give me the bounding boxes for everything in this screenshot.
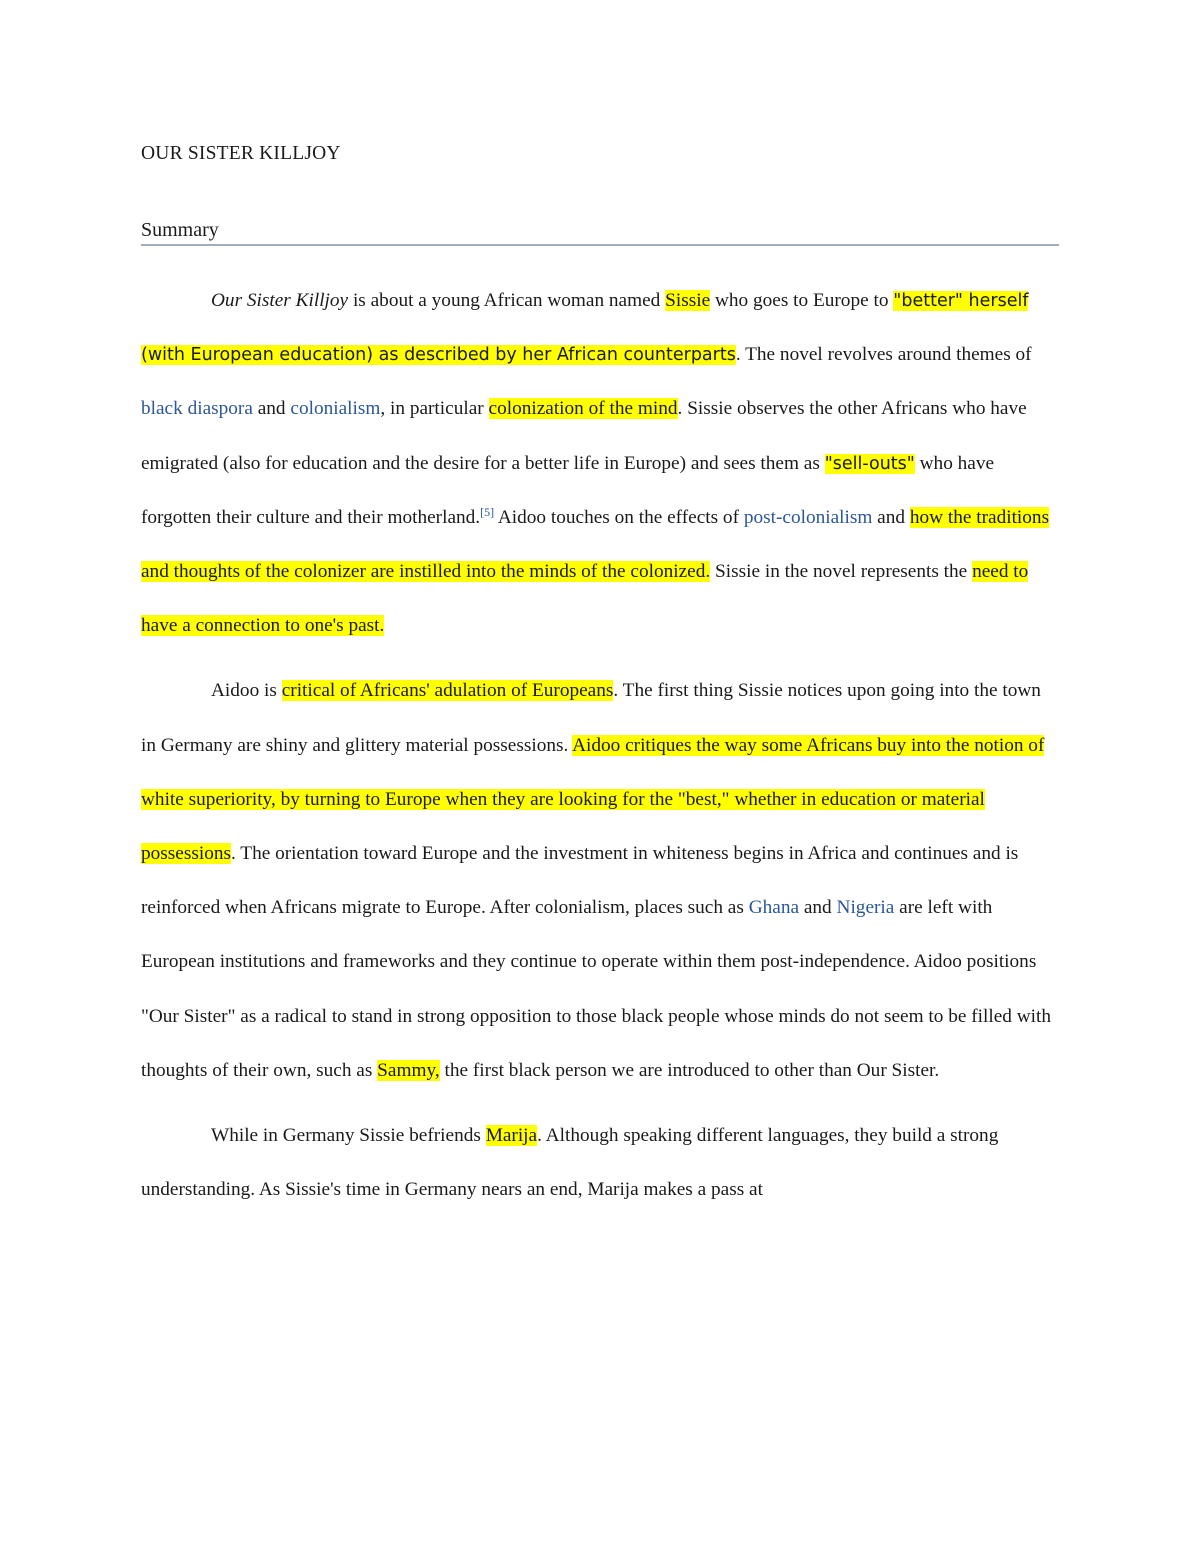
- highlight-traditions-thoughts: how the traditions and thoughts of the colonizer are instilled into the minds of the colonized.: [141, 506, 1050, 583]
- paragraph-3: [141, 1109, 1059, 1217]
- text-run: While in Germany Sissie befriends: [211, 1125, 486, 1147]
- text-run: . The orientation toward Europe and the investment in whiteness begins in Africa and continues and is reinforced when Africans migrate to Europe. After colonialism, places such as: [141, 843, 1019, 919]
- document-title: OUR SISTER KILLJOY: [141, 143, 341, 164]
- text-run: . Although speaking different languages, they build a strong understanding. As Sissie's time in Germany nears an end, Marija makes a pass at: [141, 1125, 999, 1201]
- text-run: and: [799, 897, 837, 919]
- paragraph-1: [141, 274, 1059, 653]
- text-run: and: [252, 398, 291, 420]
- highlight-connection-to-past: need to have a connection to one's past.: [141, 561, 1029, 637]
- text-run: . The novel revolves around themes of: [735, 344, 1032, 366]
- highlight-better-herself: "better" herself (with European education) as described by her African counterparts: [141, 291, 1029, 366]
- text-run: , in particular: [380, 398, 489, 420]
- book-title-italic: Our Sister Killjoy: [211, 290, 349, 311]
- text-run: Aidoo touches on the effects of: [494, 506, 744, 528]
- link-black-diaspora[interactable]: black diaspora: [141, 398, 253, 420]
- highlight-aidoo-critiques: Aidoo critiques the way some Africans buy into the notion of white superiority, by turning to Europe when they are looking for the "best," whether in education or material possessions: [141, 734, 1045, 865]
- paragraph-2: [141, 664, 1059, 1098]
- text-run: . The first thing Sissie notices upon going into the town in Germany are shiny and glittery material possessions.: [141, 680, 1041, 756]
- highlight-sammy: Sammy,: [377, 1059, 440, 1081]
- link-colonialism[interactable]: colonialism: [290, 398, 381, 420]
- highlight-critical-adulation: critical of Africans' adulation of Europeans: [281, 680, 614, 702]
- highlight-marija: Marija: [485, 1125, 538, 1147]
- text-run: Aidoo is: [211, 680, 282, 702]
- section-heading-summary: Summary: [141, 219, 1059, 246]
- link-nigeria[interactable]: Nigeria: [836, 897, 895, 919]
- summary-body: [141, 274, 1059, 1228]
- highlight-sell-outs: "sell-outs": [824, 453, 915, 474]
- text-run: . Sissie observes the other Africans who have emigrated (also for education and the desire for a better life in Europe) and sees them as: [141, 398, 1027, 474]
- text-run: who have forgotten their culture and their motherland.: [141, 452, 995, 528]
- highlight-sissie: Sissie: [665, 290, 711, 311]
- text-run: the first black person we are introduced to other than Our Sister.: [439, 1059, 940, 1081]
- text-run: is about a young African woman named: [348, 290, 666, 311]
- footnote-link[interactable]: [5]: [480, 504, 495, 519]
- text-run: who goes to Europe to: [710, 290, 894, 311]
- text-run: are left with European institutions and frameworks and they continue to operate within them post-independence. Aidoo positions "Our Sister" as a radical to stand in strong opposition to those black people whose minds do not seem to be filled with thoughts of their own, such as: [141, 897, 1052, 1081]
- link-post-colonialism[interactable]: post-colonialism: [743, 506, 873, 528]
- highlight-colonization-of-mind: colonization of the mind: [488, 398, 678, 420]
- text-run: Sissie in the novel represents the: [710, 561, 973, 583]
- text-run: and: [872, 506, 910, 528]
- link-ghana[interactable]: Ghana: [748, 897, 800, 919]
